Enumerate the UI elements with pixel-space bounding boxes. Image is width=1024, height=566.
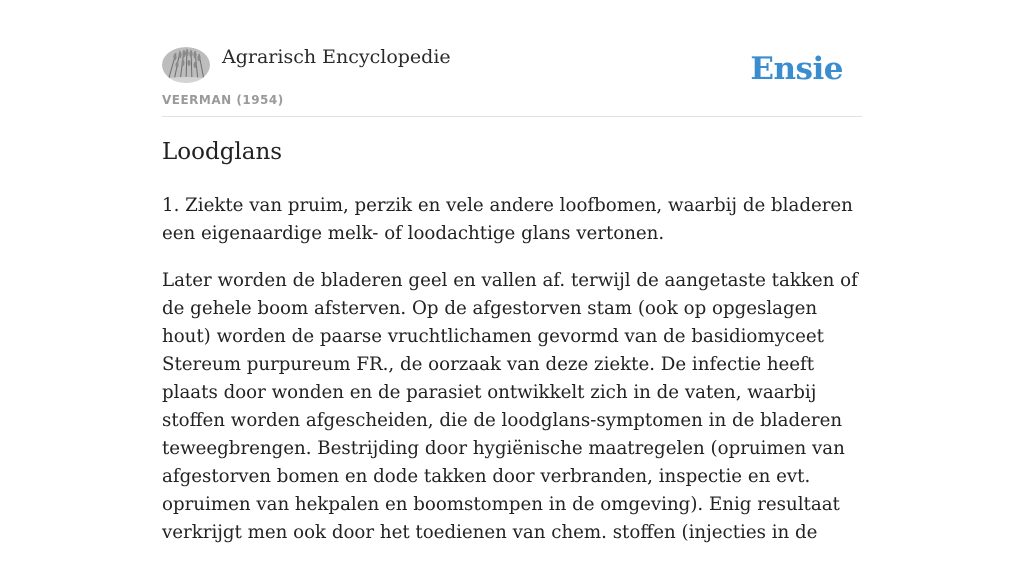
source-header [162, 45, 862, 117]
article-body [162, 192, 868, 566]
source-title[interactable]: Agrarisch Encyclopedie [222, 46, 451, 68]
article-headword: Loodglans [162, 139, 283, 165]
article-paragraph: 1. Ziekte van pruim, perzik en vele andere loofbomen, waarbij de bladeren een eigenaardige melk- of loodachtige glans vertonen. [162, 195, 853, 244]
brand-logo[interactable]: Ensie [750, 51, 843, 87]
article-paragraph: Later worden de bladeren geel en vallen af. terwijl de aangetaste takken of de gehele boom afsterven. Op de afgestorven stam (ook op opgeslagen hout) worden de paarse vruchtlichamen gevormd van de basidiomyceet Stereum purpureum FR., de oorzaak van deze ziekte. De infectie heeft plaats door wonden en de parasiet ontwikkelt zich in de vaten, waarbij stoffen worden afgescheiden, die de loodglans-symptomen in de bladeren teweegbrengen. Bestrijding door hygiënische maatregelen (opruimen van afgestorven bomen en dode takken door verbranden, inspectie en evt. opruimen van hekpalen en boomstompen in de omgeving). Enig resultaat verkrijgt men ook door het toedienen van chem. stoffen (injecties in de [162, 270, 858, 543]
source-author-year: VEERMAN (1954) [162, 93, 284, 107]
wheat-ears-icon[interactable] [162, 47, 210, 83]
